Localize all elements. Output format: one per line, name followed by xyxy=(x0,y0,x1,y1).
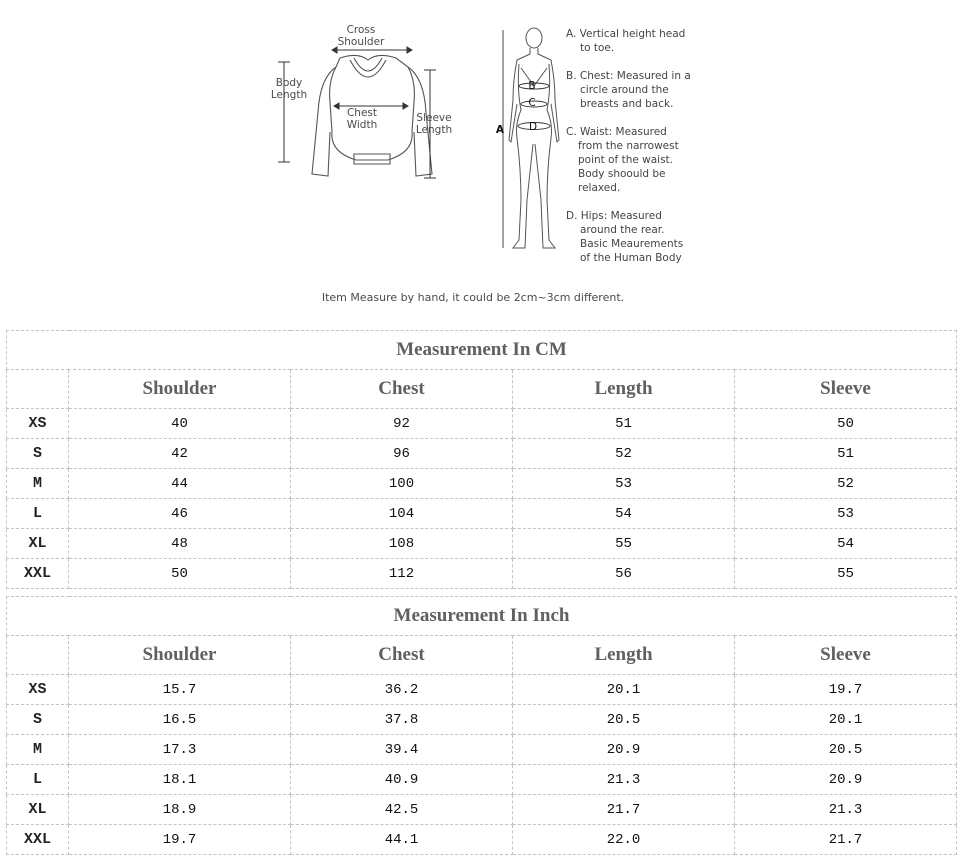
chest-value: 40.9 xyxy=(291,765,513,795)
size-label: S xyxy=(7,705,69,735)
length-value: 52 xyxy=(513,439,735,469)
shoulder-value: 17.3 xyxy=(69,735,291,765)
table-row xyxy=(7,529,957,559)
shoulder-value: 44 xyxy=(69,469,291,499)
shoulder-value: 40 xyxy=(69,409,291,439)
table-row xyxy=(7,439,957,469)
size-label: S xyxy=(7,439,69,469)
legend-c: C. Waist: Measured from the narrowest point of the waist. Body shoould be relaxed. xyxy=(566,126,679,194)
chest-value: 112 xyxy=(291,559,513,589)
length-value: 56 xyxy=(513,559,735,589)
size-label: L xyxy=(7,499,69,529)
table-row xyxy=(7,469,957,499)
body-label-c: C xyxy=(528,97,536,109)
chest-value: 92 xyxy=(291,409,513,439)
table-row xyxy=(7,559,957,589)
table-row xyxy=(7,499,957,529)
legend-b: B. Chest: Measured in a circle around the breasts and back. xyxy=(566,70,691,110)
shoulder-value: 16.5 xyxy=(69,705,291,735)
corner-cell xyxy=(7,370,69,409)
size-label: XS xyxy=(7,675,69,705)
sleeve-value: 51 xyxy=(735,439,957,469)
legend-d: D. Hips: Measured around the rear. Basic Meaurements of the Human Body xyxy=(566,210,684,264)
sleeve-value: 52 xyxy=(735,469,957,499)
chest-value: 104 xyxy=(291,499,513,529)
table-title: Measurement In CM xyxy=(7,331,957,370)
size-label: XXL xyxy=(7,559,69,589)
length-value: 21.3 xyxy=(513,765,735,795)
chest-width-label: Chest Width xyxy=(346,107,378,131)
table-row xyxy=(7,705,957,735)
body-label-a: A xyxy=(495,124,505,136)
body-length-label: Body Length xyxy=(270,77,308,101)
table-row xyxy=(7,795,957,825)
chest-value: 96 xyxy=(291,439,513,469)
column-header-length: Length xyxy=(513,636,735,675)
column-header-length: Length xyxy=(513,370,735,409)
size-label: M xyxy=(7,735,69,765)
column-header-chest: Chest xyxy=(291,636,513,675)
chest-value: 44.1 xyxy=(291,825,513,855)
sleeve-value: 20.1 xyxy=(735,705,957,735)
chest-value: 39.4 xyxy=(291,735,513,765)
chest-value: 42.5 xyxy=(291,795,513,825)
size-label: XS xyxy=(7,409,69,439)
column-header-shoulder: Shoulder xyxy=(69,370,291,409)
table-row xyxy=(7,409,957,439)
length-value: 20.5 xyxy=(513,705,735,735)
cross-shoulder-label: Cross Shoulder xyxy=(337,24,385,48)
table-row xyxy=(7,765,957,795)
shoulder-value: 15.7 xyxy=(69,675,291,705)
sleeve-length-label: Sleeve Length xyxy=(415,112,453,136)
sleeve-value: 19.7 xyxy=(735,675,957,705)
shoulder-value: 18.9 xyxy=(69,795,291,825)
length-value: 51 xyxy=(513,409,735,439)
sleeve-value: 53 xyxy=(735,499,957,529)
length-value: 21.7 xyxy=(513,795,735,825)
sleeve-value: 20.9 xyxy=(735,765,957,795)
size-label: XL xyxy=(7,529,69,559)
shoulder-value: 48 xyxy=(69,529,291,559)
sleeve-value: 55 xyxy=(735,559,957,589)
cm-size-table xyxy=(6,330,957,589)
size-label: XXL xyxy=(7,825,69,855)
table-row xyxy=(7,825,957,855)
column-header-shoulder: Shoulder xyxy=(69,636,291,675)
table-title: Measurement In Inch xyxy=(7,597,957,636)
length-value: 55 xyxy=(513,529,735,559)
chest-value: 36.2 xyxy=(291,675,513,705)
legend-a: A. Vertical height head to toe. xyxy=(566,28,686,54)
column-header-chest: Chest xyxy=(291,370,513,409)
length-value: 53 xyxy=(513,469,735,499)
measure-note: Item Measure by hand, it could be 2cm~3cm different. xyxy=(321,291,625,304)
human-body-illustration xyxy=(493,20,573,260)
chest-value: 108 xyxy=(291,529,513,559)
column-header-sleeve: Sleeve xyxy=(735,636,957,675)
column-header-sleeve: Sleeve xyxy=(735,370,957,409)
shoulder-value: 18.1 xyxy=(69,765,291,795)
size-label: L xyxy=(7,765,69,795)
sleeve-value: 50 xyxy=(735,409,957,439)
length-value: 54 xyxy=(513,499,735,529)
chest-value: 37.8 xyxy=(291,705,513,735)
table-row xyxy=(7,735,957,765)
sleeve-value: 21.7 xyxy=(735,825,957,855)
sleeve-value: 54 xyxy=(735,529,957,559)
length-value: 20.9 xyxy=(513,735,735,765)
corner-cell xyxy=(7,636,69,675)
inch-size-table xyxy=(6,596,957,855)
shoulder-value: 19.7 xyxy=(69,825,291,855)
shoulder-value: 46 xyxy=(69,499,291,529)
sleeve-value: 21.3 xyxy=(735,795,957,825)
shoulder-value: 50 xyxy=(69,559,291,589)
shoulder-value: 42 xyxy=(69,439,291,469)
length-value: 20.1 xyxy=(513,675,735,705)
body-label-d: D xyxy=(528,121,538,133)
size-label: XL xyxy=(7,795,69,825)
body-label-b: B xyxy=(528,80,536,92)
length-value: 22.0 xyxy=(513,825,735,855)
sleeve-value: 20.5 xyxy=(735,735,957,765)
table-row xyxy=(7,675,957,705)
chest-value: 100 xyxy=(291,469,513,499)
size-label: M xyxy=(7,469,69,499)
